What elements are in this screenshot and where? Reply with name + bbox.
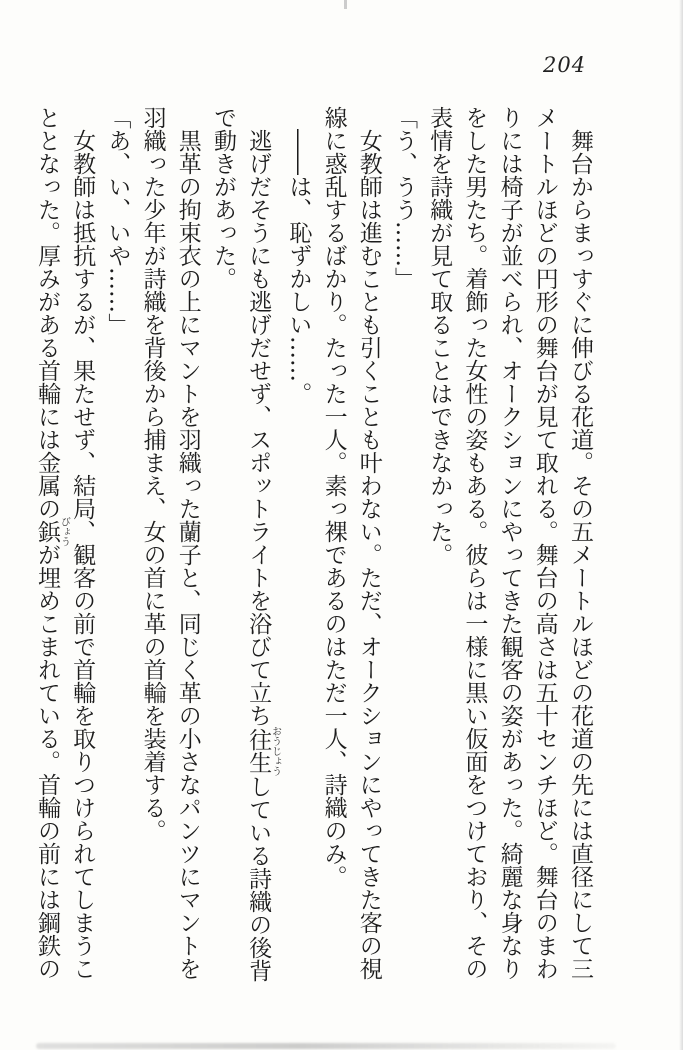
scan-smudge-artifact xyxy=(36,1043,616,1049)
page-number: 204 xyxy=(543,53,587,77)
ruby-annotated-word: 往生おうじょう xyxy=(245,726,281,776)
paragraph-narrative: 舞台からまっすぐに伸びる花道。その五メートルほどの花道の先には直径にして三メートルほどの円形の舞台が見て取れる。舞台の高さは五十センチほど。舞台のまわりには椅子が並べられ、オークションにやってきた観客の姿があった。綺麗な身なりをした男たち。着飾った女性の姿もある。彼らは一様に黒い仮面をつけており、その表情を詩織が見て取ることはできなかった。 xyxy=(426,106,593,980)
text-area xyxy=(33,106,597,984)
paragraph-dialogue: 「あ、い、いや……」 xyxy=(104,106,131,336)
paragraph-narrative: ――は、恥ずかしい……。 xyxy=(285,129,312,405)
ruby-annotated-word: 鋲びょう xyxy=(33,516,70,547)
scan-edge-artifact xyxy=(679,0,683,1050)
paragraph-dialogue: 「う、うう……」 xyxy=(390,106,417,290)
paragraph-narrative: 女教師は進むことも引くことも叶わない。ただ、オークションにやってきた客の視線に惑乱するばかり。たった一人。素っ裸であるのはただ一人、詩織のみ。 xyxy=(320,106,382,980)
paragraph-narrative: 女教師は抵抗するが、果たせず、結局、観客の前で首輪を取りつけられてしまうこととなった。厚みがある首輪には金属の鋲びょうが埋めこまれている。首輪の前には鋼鉄の xyxy=(33,106,96,980)
paragraph-narrative: 黒革の拘束衣の上にマントを羽織った蘭子と、同じく革の小さなパンツにマントを羽織った少年が詩織を背後から捕まえ、女の首に革の首輪を装着する。 xyxy=(139,106,201,980)
scan-speck-artifact xyxy=(344,0,347,9)
paragraph-narrative: 逃げだそうにも逃げだせず、スポットライトを浴びて立ち往生おうじょうしている詩織の後背で動きがあった。 xyxy=(209,106,281,982)
